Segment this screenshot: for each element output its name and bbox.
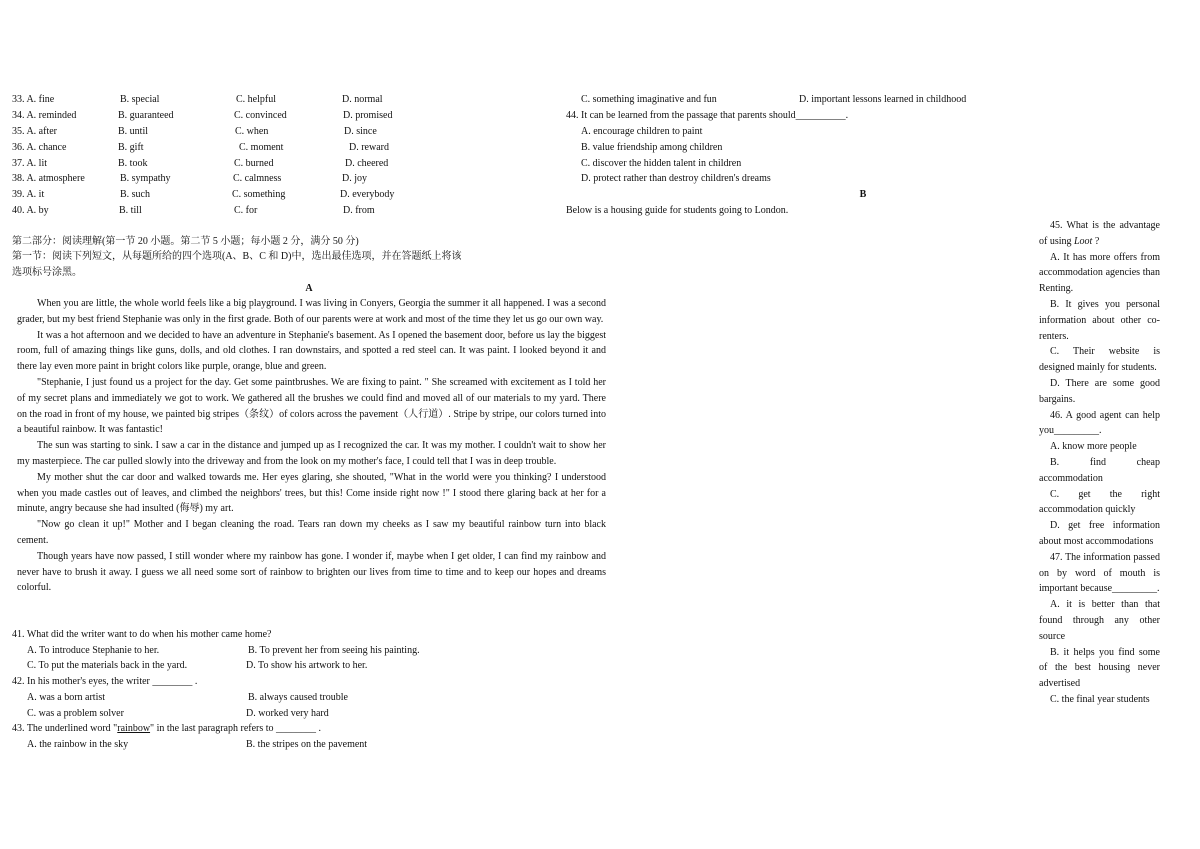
option-b: B. until <box>118 126 149 137</box>
option-a: 39. A. it <box>12 189 45 200</box>
part2-instruction: 第一节：阅读下列短文，从每题所给的四个选项(A、B、C 和 D)中，选出最佳选项，并在答题纸上将该 <box>12 251 462 262</box>
option-a: 37. A. lit <box>12 158 48 169</box>
option-d: D. To show his artwork to her. <box>246 660 368 671</box>
option-b: B. find cheap accommodation <box>1039 456 1160 484</box>
question-stem <box>12 721 321 737</box>
paragraph: Though years have now passed, I still wonder where my rainbow has gone. I wonder if, maybe when I get older, I can find my rainbow and never have to brush it away. I guess we all need some sort of rainbow to brighten our lives from time to time and to keep our hopes and dreams colorful. <box>17 550 606 594</box>
option-c: C. get the right accommodation quickly <box>1039 488 1160 516</box>
option-a: 34. A. reminded <box>12 110 77 121</box>
option-b: B. guaranteed <box>118 110 174 121</box>
option-d: D. cheered <box>345 158 389 169</box>
question-47-stem: 47. The information passed on by word of mouth is important because_________. <box>1039 551 1160 595</box>
paragraph: It was a hot afternoon and we decided to have an adventure in Stephanie's basement. As I opened the basement door, before us lay the biggest room, full of amazing things like guns, dolls, and old clothes. I ran downstairs, and spotted a red steel can. It was paint. I looked beyond it and there lay even more paint in bright colors like purple, orange, blue and green. <box>17 329 606 373</box>
part2-instruction-cont: 选项标号涂黑。 <box>12 267 82 278</box>
option-d: D. promised <box>343 110 393 121</box>
option-b: B. special <box>120 94 160 105</box>
section-b-heading: B <box>859 189 867 200</box>
option-c: C. the final year students <box>1050 693 1150 705</box>
option-b: B. always caused trouble <box>248 692 348 703</box>
question-45-stem <box>1039 218 1160 250</box>
paragraph: The sun was starting to sink. I saw a car in the distance and jumped up as I recognized the car. It was my mother. I couldn't wait to show her my masterpiece. The car pulled slowly into the driveway and from the look on my mother's face, I could tell that I was in deep trouble. <box>17 440 606 467</box>
option-a: A. the rainbow in the sky <box>27 739 129 750</box>
option-c: C. Their website is designed mainly for students. <box>1039 346 1160 374</box>
option-a: A. It has more offers from accommodation agencies than Renting. <box>1039 251 1160 295</box>
option-a: 33. A. fine <box>12 94 55 105</box>
paragraph: When you are little, the whole world feels like a big playground. I was living in Conyers, Georgia the summer it all happened. I was a second grader, but my best friend Stephanie was only in the first grade. Both of our parents were at work and most of the time they let us go our own way. <box>17 298 606 325</box>
option-c: C. To put the materials back in the yard. <box>27 660 188 671</box>
option-b: B. sympathy <box>120 173 171 184</box>
option-c: C. burned <box>234 158 274 169</box>
section-b-intro: Below is a housing guide for students going to London. <box>566 205 789 216</box>
option-d: D. joy <box>342 173 367 184</box>
option-d: D. protect rather than destroy children's dreams <box>581 173 771 184</box>
option-c: C. something <box>232 189 286 200</box>
option-c: C. for <box>234 205 258 216</box>
option-b: B. the stripes on the pavement <box>246 739 368 750</box>
paragraph: "Now go clean it up!" Mother and I began cleaning the road. Tears ran down my cheeks as I saw my beautiful rainbow turn into black cement. <box>17 519 606 546</box>
stem-text: " in the last paragraph refers to ________ . <box>150 723 322 734</box>
option-c: C. discover the hidden talent in children <box>581 158 742 169</box>
stem-text: 43. The underlined word " <box>12 723 118 734</box>
option-d: D. get free information about most accommodations <box>1039 520 1160 547</box>
option-c: C. moment <box>239 142 284 153</box>
loot-name: Loot <box>1074 235 1093 247</box>
stem-text: ? <box>1092 235 1100 247</box>
option-b: B. took <box>118 158 148 169</box>
option-a: 35. A. after <box>12 126 57 137</box>
option-d: D. reward <box>349 142 389 153</box>
option-a: 40. A. by <box>12 205 49 216</box>
underlined-word: rainbow <box>117 723 151 734</box>
option-b: B. such <box>120 189 150 200</box>
option-d: D. There are some good bargains. <box>1039 377 1160 405</box>
option-a: A. encourage children to paint <box>581 126 703 137</box>
paragraph: My mother shut the car door and walked towards me. Her eyes glaring, she shouted, "What in the world were you thinking? I understood when you made castles out of leaves, and climbed the neighbors' trees, but this! Come inside right now !" I stood there glaring back at her for a minute, angry because she had insulted (侮辱) my art. <box>17 471 606 515</box>
option-a: 36. A. chance <box>12 142 67 153</box>
stem-text: 45. What is the advantage of using <box>1039 220 1160 247</box>
option-b: B. it helps you find some of the best housing never advertised <box>1039 646 1160 690</box>
right-column <box>1039 218 1160 708</box>
option-b: B. It gives you personal information about other co-renters. <box>1039 298 1160 342</box>
question-46-stem: 46. A good agent can help you_________. <box>1039 409 1160 437</box>
option-c: C. calmness <box>233 173 282 184</box>
option-a: A. was a born artist <box>27 692 106 703</box>
option-b: B. To prevent her from seeing his painting. <box>248 645 420 656</box>
option-d: D. normal <box>342 94 383 105</box>
option-a: 38. A. atmosphere <box>12 173 85 184</box>
option-d: D. worked very hard <box>246 708 329 719</box>
option-b: B. value friendship among children <box>581 142 723 153</box>
option-a: A. know more people <box>1050 441 1137 453</box>
option-c: C. helpful <box>236 94 276 105</box>
option-c: C. was a problem solver <box>27 708 124 719</box>
option-c: C. when <box>235 126 269 137</box>
section-a-heading: A <box>305 283 313 294</box>
question-stem: 41. What did the writer want to do when his mother came home? <box>12 629 272 640</box>
part2-heading: 第二部分：阅读理解(第一节 20 小题。第二节 5 小题；每小题 2 分，满分 50 分) <box>12 236 359 247</box>
option-a: A. To introduce Stephanie to her. <box>27 645 160 656</box>
option-d: D. from <box>343 205 375 216</box>
question-stem: 44. It can be learned from the passage that parents should__________. <box>566 110 849 121</box>
option-d: D. everybody <box>340 189 395 200</box>
passage-a <box>17 296 606 596</box>
option-c: C. convinced <box>234 110 287 121</box>
option-a: A. it is better than that found through any other source <box>1039 599 1160 642</box>
question-stem: 42. In his mother's eyes, the writer ________ . <box>12 676 198 687</box>
option-d: D. important lessons learned in childhood <box>799 94 967 105</box>
option-b: B. till <box>119 205 142 216</box>
option-b: B. gift <box>118 142 144 153</box>
option-d: D. since <box>344 126 377 137</box>
paragraph: "Stephanie, I just found us a project for the day. Get some paintbrushes. We are fixing to paint. " She screamed with excitement as I told her of my secret plans and immediately we got to work. We gathered all the brushes we could find and moved all of our materials to my yard. There on the road in front of my house, we painted big stripes（条纹）of colors across the pavement（人行道）. Stripe by stripe, our colors turned into a beautiful rainbow. It was fantastic! <box>17 376 606 436</box>
option-c: C. something imaginative and fun <box>581 94 717 105</box>
